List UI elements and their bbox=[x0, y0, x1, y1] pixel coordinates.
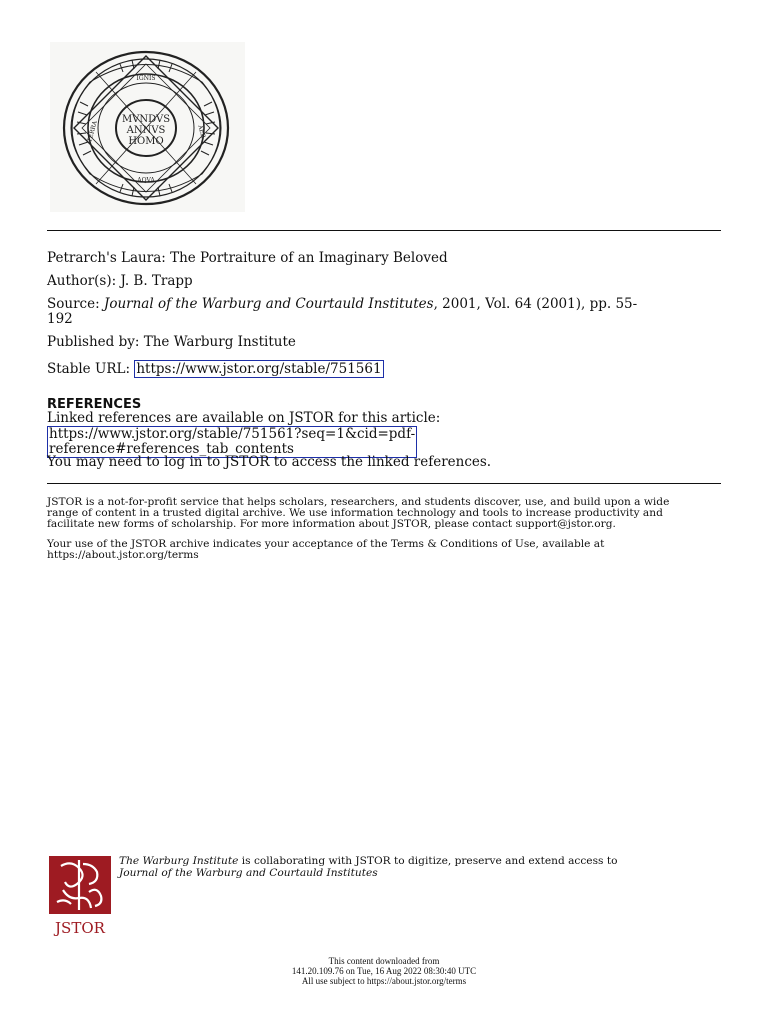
emblem-ring-top: IGNIS bbox=[136, 75, 156, 82]
collab-journal: Journal of the Warburg and Courtauld Institutes bbox=[119, 866, 378, 879]
stable-url-label: Stable URL: bbox=[47, 361, 131, 377]
references-note: You may need to log in to JSTOR to access the linked references. bbox=[47, 454, 492, 470]
stable-url-line bbox=[47, 361, 384, 378]
source-details: , 2001, Vol. 64 (2001), pp. 55- bbox=[433, 296, 638, 312]
emblem-word-2: ANNVS bbox=[126, 125, 166, 136]
references-intro: Linked references are available on JSTOR for this article: bbox=[47, 410, 441, 426]
source-line bbox=[47, 296, 637, 313]
jstor-logo bbox=[47, 856, 113, 936]
divider-middle bbox=[47, 483, 721, 484]
references-heading: REFERENCES bbox=[47, 397, 142, 412]
emblem-word-1: MVNDVS bbox=[121, 114, 171, 125]
emblem-ring-bottom: AQVA bbox=[137, 177, 155, 184]
emblem-ring-left: TERRA bbox=[86, 120, 99, 144]
terms-notice: Your use of the JSTOR archive indicates your acceptance of the Terms & Conditions of Use, available at https://about.jstor.org/terms bbox=[47, 538, 605, 561]
source-label: Source: bbox=[47, 296, 100, 312]
download-footer bbox=[0, 956, 768, 986]
publisher-line bbox=[47, 334, 296, 351]
collab-institute: The Warburg Institute bbox=[119, 855, 239, 867]
references-link-line-1: https://www.jstor.org/stable/751561?seq=1&cid=pdf- bbox=[49, 426, 416, 442]
footer-line-3: All use subject to https://about.jstor.org/terms bbox=[301, 976, 467, 986]
author-label: Author(s): bbox=[47, 273, 117, 289]
references-link-line-2: reference#references_tab_contents bbox=[49, 441, 294, 457]
emblem-ring-right: AER bbox=[196, 124, 207, 139]
journal-title: Journal of the Warburg and Courtauld Institutes bbox=[103, 296, 434, 312]
footer-line-2: 141.20.109.76 on Tue, 16 Aug 2022 08:30:40 UTC bbox=[291, 966, 477, 976]
jstor-notice: JSTOR is a not-for-profit service that helps scholars, researchers, and students discover, use, and build upon a wide range of content in a trusted digital archive. We use information technology and tools to increase productivity and facilitate new forms of scholarship. For more information about JSTOR, please contact support@jstor.org. bbox=[47, 496, 670, 530]
source-line-2: 192 bbox=[47, 311, 73, 327]
article-title: Petrarch's Laura: The Portraiture of an Imaginary Beloved bbox=[47, 250, 448, 266]
emblem-word-3: HOMO bbox=[128, 136, 164, 147]
publisher-label: Published by: bbox=[47, 334, 140, 350]
footer-line-1: This content downloaded from bbox=[328, 956, 440, 966]
author-line bbox=[47, 273, 193, 290]
divider-top bbox=[47, 230, 721, 231]
collab-text: is collaborating with JSTOR to digitize, preserve and extend access to bbox=[238, 855, 618, 867]
collaboration-note bbox=[119, 856, 719, 879]
warburg-emblem bbox=[50, 42, 245, 212]
stable-url-link[interactable]: https://www.jstor.org/stable/751561 bbox=[136, 361, 382, 377]
author-name: J. B. Trapp bbox=[120, 273, 193, 289]
publisher-name: The Warburg Institute bbox=[143, 334, 296, 350]
jstor-wordmark: JSTOR bbox=[55, 919, 105, 936]
